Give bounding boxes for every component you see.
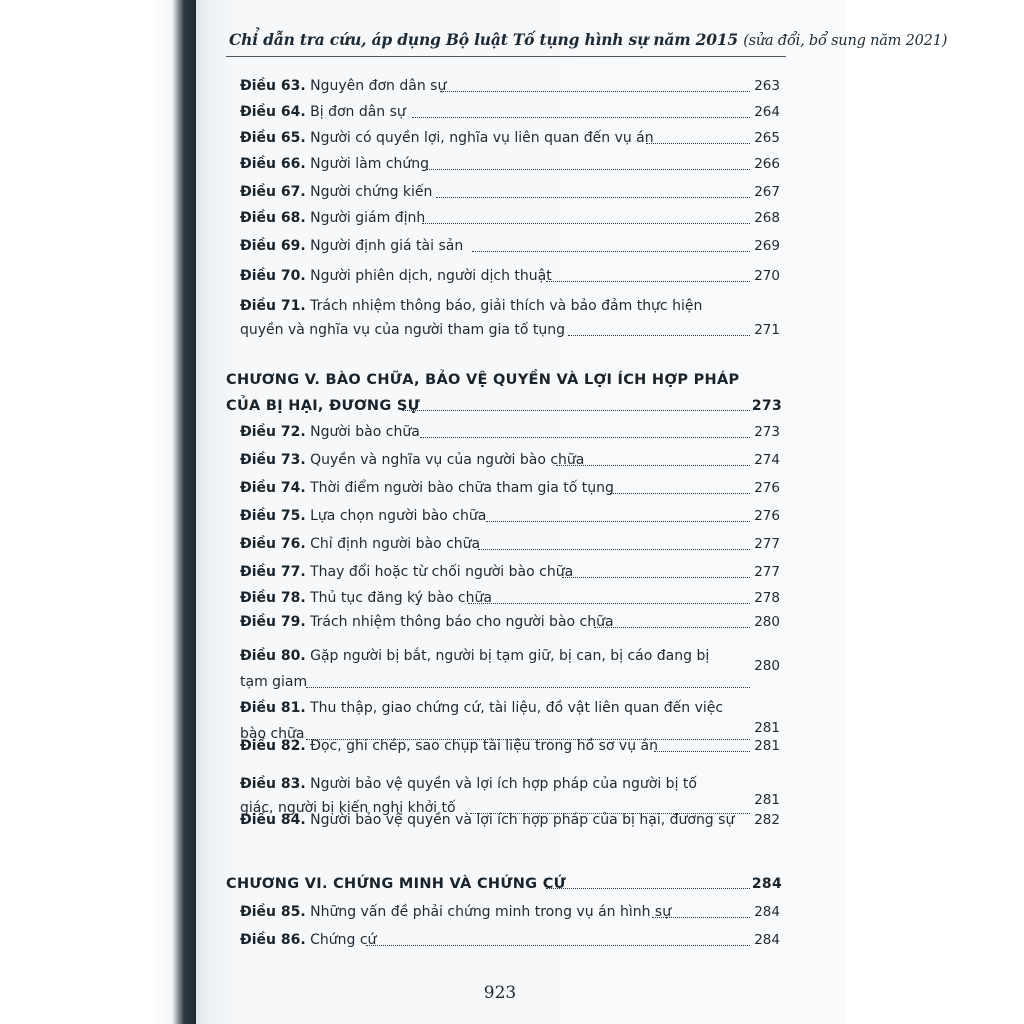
dot-leader	[478, 549, 750, 550]
page-ref: 277	[754, 536, 780, 552]
page-ref: 269	[754, 238, 780, 254]
chapter-heading-5-line1[interactable]	[226, 372, 782, 388]
dot-leader	[426, 169, 750, 170]
page-ref: 267	[754, 184, 780, 200]
article-title: Thu thập, giao chứng cứ, tài liệu, đồ vật liên quan đến việc	[310, 700, 724, 716]
article-title: Chứng cứ	[310, 932, 377, 948]
dot-leader	[556, 465, 750, 466]
toc-entry-70[interactable]	[240, 262, 780, 290]
dot-leader	[546, 888, 750, 889]
dot-leader	[436, 197, 750, 198]
article-title: Thủ tục đăng ký bào chữa	[310, 590, 492, 606]
dot-leader	[610, 493, 750, 494]
article-number: Điều 77.	[240, 564, 306, 580]
dot-leader	[412, 117, 750, 118]
article-title: Bị đơn dân sự	[310, 104, 406, 120]
article-number: Điều 79.	[240, 614, 306, 630]
toc-entry-66[interactable]	[240, 150, 780, 178]
page-ref: 265	[754, 130, 780, 146]
toc-entry-80-line2[interactable]	[240, 658, 780, 696]
page-ref: 280	[754, 614, 780, 630]
page-ref: 282	[754, 812, 780, 828]
dot-leader	[472, 251, 750, 252]
article-number: Điều 65.	[240, 130, 306, 146]
running-header	[229, 30, 948, 49]
running-header-title: Chỉ dẫn tra cứu, áp dụng Bộ luật Tố tụng hình sự năm 2015	[229, 30, 738, 49]
page-ref: 276	[754, 480, 780, 496]
page-ref: 276	[754, 508, 780, 524]
page-number: 923	[483, 983, 517, 1003]
article-title: Lựa chọn người bào chữa	[310, 508, 487, 524]
dot-leader	[468, 603, 750, 604]
page-ref: 264	[754, 104, 780, 120]
article-number: Điều 82.	[240, 738, 306, 754]
toc-entry-74[interactable]	[240, 474, 780, 502]
article-number: Điều 69.	[240, 238, 306, 254]
page-ref: 266	[754, 156, 780, 172]
article-title: Người có quyền lợi, nghĩa vụ liên quan đến vụ án	[310, 130, 654, 146]
toc-entry-64[interactable]	[240, 98, 780, 126]
article-title: Gặp người bị bắt, người bị tạm giữ, bị can, bị cáo đang bị	[310, 648, 710, 664]
page-ref: 280	[754, 658, 780, 674]
dot-leader	[440, 91, 750, 92]
article-number: Điều 74.	[240, 480, 306, 496]
page-ref: 281	[754, 720, 780, 736]
page-ref: 281	[754, 738, 780, 754]
background	[846, 0, 1024, 1024]
dot-leader	[654, 751, 750, 752]
article-number: Điều 71.	[240, 298, 306, 314]
page-ref: 273	[754, 424, 780, 440]
toc-entry-69[interactable]	[240, 232, 780, 260]
article-number: Điều 72.	[240, 424, 306, 440]
article-number: Điều 70.	[240, 268, 306, 284]
page-ref: 263	[754, 78, 780, 94]
article-title-continued: giác, người bị kiến nghị khởi tố	[240, 800, 456, 816]
article-title: Những vấn đề phải chứng minh trong vụ án hình sự	[310, 904, 672, 920]
article-title: Người định giá tài sản	[310, 238, 464, 254]
dot-leader	[306, 687, 750, 688]
toc-entry-84[interactable]	[240, 806, 780, 834]
toc-entry-67[interactable]	[240, 178, 780, 206]
article-number: Điều 83.	[240, 776, 306, 792]
header-rule	[226, 56, 786, 57]
page-ref: 284	[754, 932, 780, 948]
dot-leader	[422, 223, 750, 224]
toc-entry-72[interactable]	[240, 418, 780, 446]
toc-entry-63[interactable]	[240, 72, 780, 100]
article-title: Người bảo vệ quyền và lợi ích hợp pháp của bị hại, đương sự	[310, 812, 735, 828]
toc-entry-76[interactable]	[240, 530, 780, 558]
toc-entry-77[interactable]	[240, 558, 780, 586]
article-title: Người làm chứng	[310, 156, 430, 172]
article-number: Điều 78.	[240, 590, 306, 606]
toc-entry-80-line1[interactable]	[240, 642, 780, 670]
article-title: Người bào chữa	[310, 424, 420, 440]
dot-leader	[646, 143, 750, 144]
article-title: Thay đổi hoặc từ chối người bào chữa	[310, 564, 574, 580]
dot-leader	[562, 577, 750, 578]
article-title: Quyền và nghĩa vụ của người bào chữa	[310, 452, 585, 468]
article-number: Điều 73.	[240, 452, 306, 468]
toc-entry-82[interactable]	[240, 732, 780, 760]
article-title: Người phiên dịch, người dịch thuật	[310, 268, 552, 284]
page-ref: 284	[754, 904, 780, 920]
dot-leader	[594, 627, 750, 628]
dot-leader	[546, 281, 750, 282]
chapter-heading-5-line2[interactable]	[226, 398, 782, 414]
chapter-title: CHƯƠNG V. BÀO CHỮA, BẢO VỆ QUYỀN VÀ LỢI ÍCH HỢP PHÁP	[226, 372, 740, 388]
toc-entry-86[interactable]	[240, 926, 780, 954]
dot-leader	[366, 945, 750, 946]
article-number: Điều 85.	[240, 904, 306, 920]
toc-entry-71-line2[interactable]	[240, 316, 780, 344]
article-title: Người giám định	[310, 210, 426, 226]
page-ref: 274	[754, 452, 780, 468]
chapter-title: CHƯƠNG VI. CHỨNG MINH VÀ CHỨNG CỨ	[226, 876, 567, 892]
page-ref: 284	[751, 876, 782, 892]
article-title: Trách nhiệm thông báo cho người bào chữa	[310, 614, 614, 630]
toc-entry-65[interactable]	[240, 124, 780, 152]
article-number: Điều 66.	[240, 156, 306, 172]
article-title: Đọc, ghi chép, sao chụp tài liệu trong hồ sơ vụ án	[310, 738, 658, 754]
toc-entry-68[interactable]	[240, 204, 780, 232]
article-number: Điều 63.	[240, 78, 306, 94]
toc-entry-73[interactable]	[240, 446, 780, 474]
article-title-continued: tạm giam	[240, 674, 308, 690]
toc-entry-79[interactable]	[240, 608, 780, 636]
toc-entry-75[interactable]	[240, 502, 780, 530]
page-ref: 277	[754, 564, 780, 580]
chapter-title-continued: CỦA BỊ HẠI, ĐƯƠNG SỰ	[226, 398, 421, 414]
article-number: Điều 67.	[240, 184, 306, 200]
page-ref: 270	[754, 268, 780, 284]
page-ref: 273	[751, 398, 782, 414]
article-title: Nguyên đơn dân sự	[310, 78, 447, 94]
article-title-continued: quyền và nghĩa vụ của người tham gia tố tụng	[240, 322, 566, 338]
dot-leader	[652, 917, 750, 918]
article-number: Điều 64.	[240, 104, 306, 120]
article-number: Điều 81.	[240, 700, 306, 716]
article-number: Điều 80.	[240, 648, 306, 664]
article-number: Điều 86.	[240, 932, 306, 948]
dot-leader	[486, 521, 750, 522]
page-ref: 278	[754, 590, 780, 606]
article-title: Chỉ định người bào chữa	[310, 536, 481, 552]
dot-leader	[568, 335, 750, 336]
page-ref: 271	[754, 322, 780, 338]
article-title: Thời điểm người bào chữa tham gia tố tụng	[310, 480, 614, 496]
article-title: Trách nhiệm thông báo, giải thích và bảo đảm thực hiện	[310, 298, 703, 314]
article-number: Điều 75.	[240, 508, 306, 524]
page-ref: 268	[754, 210, 780, 226]
page-ref: 281	[754, 792, 780, 808]
book-spine-shadow	[0, 0, 196, 1024]
toc-entry-81-line1[interactable]	[240, 694, 780, 722]
article-number: Điều 84.	[240, 812, 306, 828]
toc-entry-85[interactable]	[240, 898, 780, 926]
article-number: Điều 76.	[240, 536, 306, 552]
article-number: Điều 68.	[240, 210, 306, 226]
chapter-heading-6[interactable]	[226, 876, 782, 892]
running-header-subtitle: (sửa đổi, bổ sung năm 2021)	[743, 33, 948, 49]
dot-leader	[402, 410, 750, 411]
article-title: Người bảo vệ quyền và lợi ích hợp pháp của người bị tố	[310, 776, 697, 792]
article-title-continued: bào chữa	[240, 726, 305, 742]
dot-leader	[420, 437, 750, 438]
article-title: Người chứng kiến	[310, 184, 433, 200]
